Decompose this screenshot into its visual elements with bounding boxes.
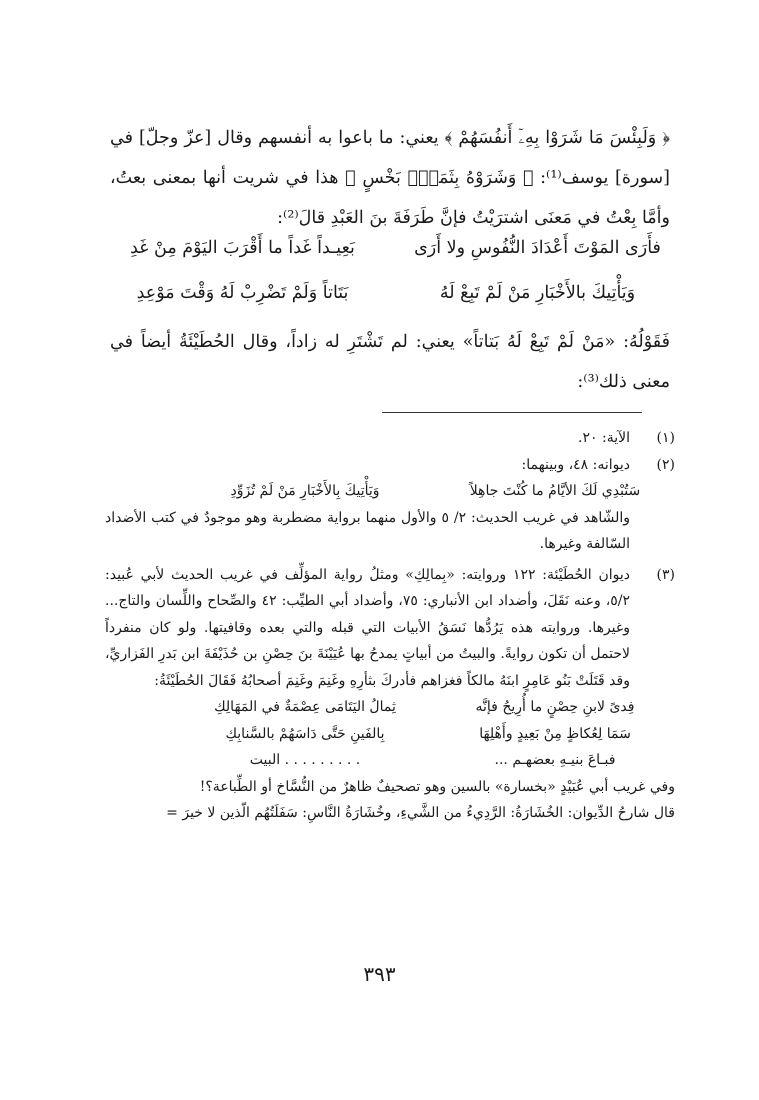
- footnote-3-cont: [105, 800, 675, 827]
- verse-hemistich: بَتَاتاً وَلَمْ تَضْرِبْ لَهُ وَقْتَ مَوْعِدِ: [136, 283, 349, 303]
- verse-line-2: [110, 283, 670, 323]
- footnote-verse: [105, 694, 675, 721]
- footnote-number: (١): [656, 430, 675, 446]
- footnote-text: الآية: ٢٠.: [578, 430, 630, 446]
- footnote-2: [105, 452, 675, 479]
- verse-hemistich: فِدىً لابنِ حِصْنٍ ما أُرِيحُ فإنَّه: [475, 699, 635, 715]
- main-text-2: [110, 322, 670, 402]
- verse-hemistich: وَيَأْتِيكَ بِالأَخْبَارِ مَنْ لَمْ تُزَوِّدِ: [230, 483, 380, 499]
- main-text: [110, 118, 670, 238]
- footnote-verse: [105, 478, 675, 505]
- footnote-verse: [105, 721, 675, 748]
- verse-hemistich: ثِمالُ اليَتَامَى عِصْمَةٌ في المَهَالِكِ: [214, 699, 396, 715]
- footnote-text: ديوانه: ٤٨، وبينهما:: [521, 456, 630, 473]
- verse-hemistich: . . . . . . . . . البيت: [249, 752, 361, 768]
- footnote-text: ديوان الحُطَيْئة: ١٢٢ وروايته: «بِمالِكِ» ومثلُ رواية المؤلِّف في غريب الحديث لأبي عُبيد: ٥/٢، وعنه نَقَلَ، وأضداد ابن الأنباري: ٧٥، وأضداد أبي الطيِّب: ٤٢ والصِّحاح واللِّسان والتاج... وغيرها. وروايته هذه يَرُدُّها نَسَقُ الأبيات التي قبله والتي بعده وقافيتها. ولو كان منفرداً لاحتمل أن تكون روايةً. والبيتُ من أبياتٍ يمدحُ بها عُيَيْنَةَ بنَ حِصْنِ بن حُذَيْفَةَ ابن بَدرِ الفَزاريِّ، وقد قَتَلَتْ بَنُو عَامِرٍ ابنَهُ مالكاً فغزاهم فأدركَ بثأرِهِ وغَنِمَ وغَنِمَ أصحابُهُ فَقَالَ الحُطَيْئَةُ:: [105, 566, 630, 689]
- verse-hemistich: بِالفَينِ حَتَّى دَاسَهُمْ بالسَّنابِكِ: [225, 725, 385, 742]
- footnote-verse: [105, 747, 675, 774]
- verse-hemistich: سَمَا لِعُكاظٍ مِنْ بَعِيدٍ وأَهْلِهَا: [479, 725, 631, 742]
- footnote-1: [105, 425, 675, 452]
- footnote-text: قال شارحُ الدِّيوان: الخُشَارَةُ: الرَّدِيءُ من الشَّيءِ، وخُشَارَةُ النَّاسِ: سَفَلَتُهُم الّذين لا خيرَ =: [166, 805, 675, 821]
- paragraph-1: ﴿ وَلَبِئْسَ مَا شَرَوْا بِهِۦٓ أَنفُسَهُمْ ﴾ يعني: ما باعوا به أنفسهم وقال [عزّ وجلّ] في [سورة] يوسف⁽¹⁾: ﴿ وَشَرَوْهُ بِثَمَنٍۭ بَخْسٍ ﴾ هذا في شريت أنها بمعنى بعتُ، وأمَّا بِعْتُ في مَعنَى اشترَيْتُ فإنَّ طَرَفَةَ بنَ العَبْدِ قالَ⁽²⁾:: [110, 128, 671, 228]
- verse-hemistich: سَتُبْدِي لَكَ الأيَّامُ ما كُنْتَ جاهِلاً: [469, 483, 641, 499]
- footnote-text: وفي غريب أبي عُبَيْدٍ «بخسارة» بالسين وهو تصحيفٌ ظاهرٌ من النُّسَّاخ أو الطِّباعة؟!: [199, 778, 675, 795]
- page-number: ٣٩٣: [363, 962, 396, 986]
- verse-hemistich: فأَرَى المَوْتَ أَعْدَادَ النُّفُوسِ ولا أَرَى: [414, 238, 661, 258]
- verse-hemistich: فبـاعَ بنيـهِ بعضهـم ...: [494, 752, 616, 768]
- footnote-number: (٣): [656, 566, 675, 583]
- verse-line-1: [110, 238, 670, 278]
- verse-hemistich: وَيَأْتِيكَ بالأَخْبَارِ مَنْ لَمْ تَبِعْ لَهُ: [439, 283, 636, 303]
- footnote-number: (٢): [656, 456, 675, 473]
- footnote-2-cont: [105, 505, 675, 558]
- footnote-3: [105, 562, 675, 695]
- footnotes: [105, 425, 675, 827]
- footnote-3-cont: [105, 774, 675, 801]
- footnote-text: والشّاهد في غريب الحديث: ٢/ ٥ والأول منهما برواية مضطربة وهو موجودٌ في كتب الأضداد السّالفة وغيرها.: [105, 509, 631, 552]
- paragraph-2: فَقَوْلُهُ: «مَنْ لَمْ تَبِعْ لَهُ بَتاتاً» يعني: لم تَشْتَرِ له زاداً، وقال الحُطَيْئَةُ أيضاً في معنى ذلك⁽³⁾:: [110, 332, 670, 392]
- footnote-separator: [382, 412, 642, 413]
- verse-hemistich: بَعِيـداً غَداً ما أَقْرَبَ اليَوْمَ مِنْ غَدِ: [130, 238, 355, 258]
